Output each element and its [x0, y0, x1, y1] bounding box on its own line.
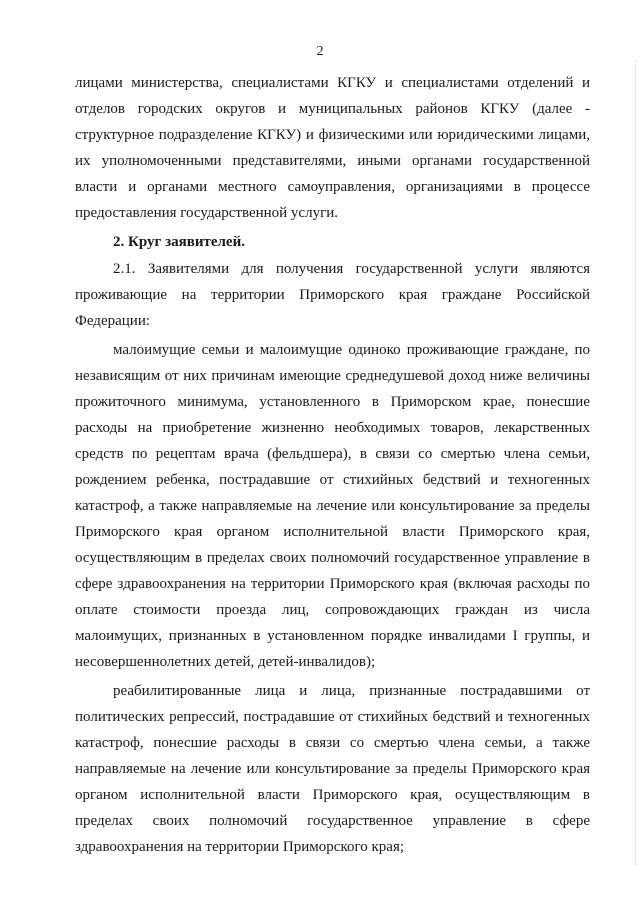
paragraph-4-line-2: политических репрессий, пострадавшие от стихийных бедствий и техногенных [75, 709, 590, 725]
paragraph-3-line-11: оплате стоимости проезда лиц, сопровождающих граждан из числа [75, 602, 590, 618]
paragraph-3-line-13: несовершеннолетних детей, детей-инвалидов); [75, 654, 376, 670]
paragraph-1-line-6: предоставления государственной услуги. [75, 205, 339, 221]
paragraph-3-line-3: прожиточного минимума, установленного в Приморском крае, понесшие [75, 394, 590, 410]
paragraph-3-line-5: средств по рецептам врача (фельдшера), в связи со смертью члена семьи, [75, 446, 590, 462]
paragraph-4-line-5: органом исполнительной власти Приморского края, осуществляющим в [75, 787, 590, 803]
paragraph-4-line-7: здравоохранения на территории Приморского края; [75, 839, 405, 855]
paragraph-2-line-1: 2.1. Заявителями для получения государственной услуги являются [113, 261, 590, 277]
paragraph-3-line-9: осуществляющим в пределах своих полномочий государственное управление в [75, 550, 590, 566]
paragraph-4-line-3: катастроф, понесшие расходы в связи со смертью члена семьи, а также [75, 735, 590, 751]
paragraph-4-line-4: направляемые на лечение или консультирование за пределы Приморского края [75, 761, 590, 777]
page-number: 2 [316, 44, 324, 59]
paragraph-4-line-6: пределах своих полномочий государственное управление в сфере [75, 813, 590, 829]
paragraph-3-line-8: Приморского края органом исполнительной власти Приморского края, [75, 524, 590, 540]
scan-edge-mark [634, 60, 636, 865]
paragraph-3-line-2: независящим от них причинам имеющие среднедушевой доход ниже величины [75, 368, 590, 384]
paragraph-3-line-12: малоимущих, признанных в установленном порядке инвалидами I группы, и [75, 628, 590, 644]
paragraph-1-line-1: лицами министерства, специалистами КГКУ и специалистами отделений и [75, 75, 590, 91]
section-heading: 2. Круг заявителей. [113, 234, 245, 250]
paragraph-4-line-1: реабилитированные лица и лица, признанные пострадавшими от [113, 683, 590, 699]
paragraph-3-line-1: малоимущие семьи и малоимущие одиноко проживающие граждане, по [113, 342, 590, 358]
paragraph-2-line-3: Федерации: [75, 313, 151, 329]
paragraph-3-line-6: рождением ребенка, пострадавшие от стихийных бедствий и техногенных [75, 472, 590, 488]
paragraph-1-line-5: власти и органами местного самоуправления, организациями в процессе [75, 179, 590, 195]
paragraph-1-line-2: отделов городских округов и муниципальных районов КГКУ (далее - [75, 101, 590, 117]
paragraph-3-line-4: расходы на приобретение жизненно необходимых товаров, лекарственных [75, 420, 590, 436]
paragraph-2-line-2: проживающие на территории Приморского края граждане Российской [75, 287, 590, 303]
paragraph-1-line-3: структурное подразделение КГКУ) и физическими или юридическими лицами, [75, 127, 590, 143]
paragraph-3-line-7: катастроф, а также направляемые на лечение или консультирование за пределы [75, 498, 590, 514]
paragraph-1-line-4: их уполномоченными представителями, иными органами государственной [75, 153, 590, 169]
paragraph-3-line-10: сфере здравоохранения на территории Приморского края (включая расходы по [75, 576, 590, 592]
